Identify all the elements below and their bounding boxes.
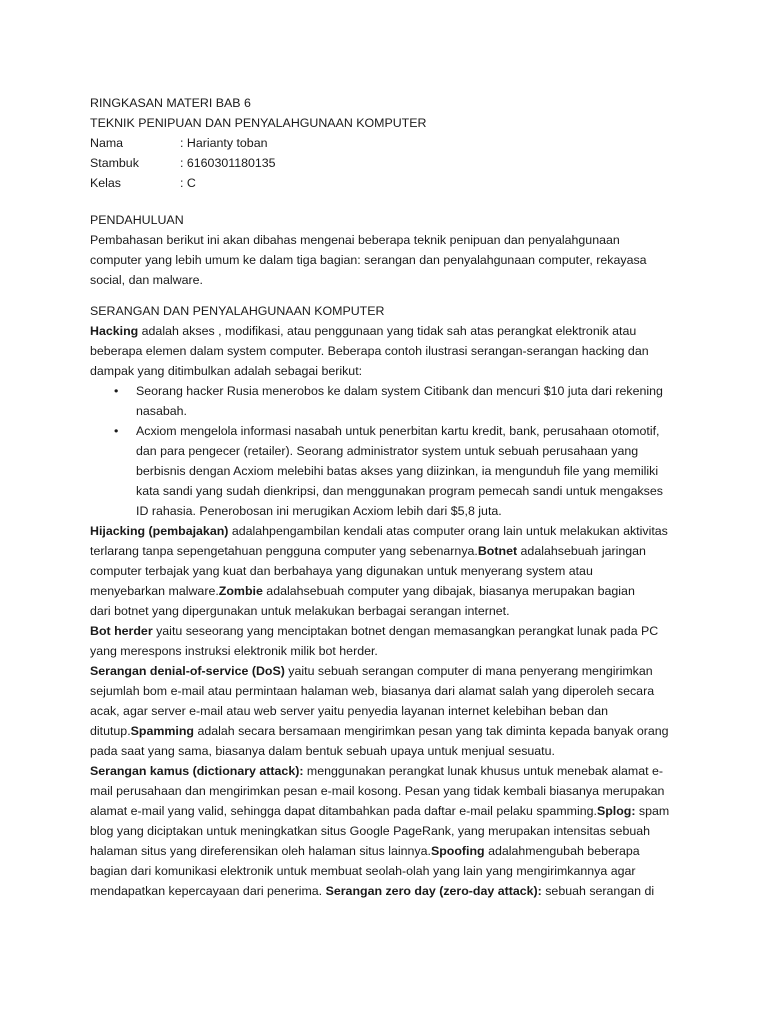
term-splog: Splog: [596, 804, 636, 818]
paragraph-line [90, 721, 682, 741]
term-botnet: Botnet [477, 544, 518, 558]
section-heading-intro: PENDAHULUAN [90, 213, 184, 227]
term-dos: Serangan denial-of-service (DoS) [90, 664, 285, 678]
term-spamming: Spamming [130, 724, 194, 738]
bullet-point: • [114, 384, 119, 398]
meta-value: : 6160301180135 [180, 156, 276, 170]
text-run: halaman situs yang direferensikan oleh halaman situs lainnya. [90, 844, 431, 858]
paragraph-line [90, 521, 682, 541]
bullet-line: nasabah. [136, 404, 187, 418]
paragraph-line: acak, agar server e-mail atau web server yaitu penyedia layanan internet kelebihan beban dan [90, 704, 608, 718]
bullet-line: berbisnis dengan Acxiom melebihi batas akses yang diizinkan, ia mengunduh file yang memiliki [136, 464, 659, 478]
meta-key: Stambuk [90, 156, 139, 170]
paragraph-line: dampak yang ditimbulkan adalah sebagai berikut: [90, 364, 363, 378]
text-run: adalahmengubah beberapa [484, 844, 640, 858]
meta-value: : C [180, 176, 196, 190]
term-bot-herder: Bot herder [90, 624, 153, 638]
bullet-line: ID rahasia. Penerobosan ini merugikan Acxiom lebih dari $5,8 juta. [136, 504, 502, 518]
meta-value: : Harianty toban [180, 136, 268, 150]
paragraph-line: blog yang diciptakan untuk meningkatkan situs Google PageRank, yang merupakan intensitas sebuah [90, 824, 651, 838]
paragraph-line: sejumlah bom e-mail atau permintaan halaman web, biasanya dari alamat salah yang diperoleh secara [90, 684, 655, 698]
document-title: RINGKASAN MATERI BAB 6 [90, 96, 251, 110]
paragraph-line: dari botnet yang dipergunakan untuk melakukan berbagai serangan internet. [90, 604, 510, 618]
term-hijacking: Hijacking (pembajakan) [90, 524, 229, 538]
intro-line: Pembahasan berikut ini akan dibahas mengenai beberapa teknik penipuan dan penyalahgunaan [90, 233, 620, 247]
term-dictionary-attack: Serangan kamus (dictionary attack): [90, 764, 304, 778]
paragraph-line [90, 801, 682, 821]
text-run: menyebarkan malware. [90, 584, 219, 598]
text-run: adalah secara bersamaan mengirimkan pesan yang tak diminta kepada banyak orang [194, 724, 669, 738]
text-run: yaitu sebuah serangan computer di mana penyerang mengirimkan [284, 664, 653, 678]
text-run: spam [635, 804, 670, 818]
section-heading-attacks: SERANGAN DAN PENYALAHGUNAAN KOMPUTER [90, 304, 385, 318]
paragraph-line: mail perusahaan dan mengirimkan pesan e-mail kosong. Pesan yang tidak kembali biasanya merupakan [90, 784, 665, 798]
text-run: menggunakan perangkat lunak khusus untuk menebak alamat e- [303, 764, 664, 778]
text-run: adalahpengambilan kendali atas computer orang lain untuk melakukan aktivitas [228, 524, 668, 538]
bullet-point: • [114, 424, 119, 438]
text-run: adalahsebuah jaringan [517, 544, 646, 558]
meta-row-nama [90, 133, 682, 153]
meta-row-stambuk [90, 153, 682, 173]
text-run: yaitu seseorang yang menciptakan botnet dengan memasangkan perangkat lunak pada PC [152, 624, 659, 638]
paragraph-line [90, 581, 682, 601]
paragraph-line [90, 661, 682, 681]
term-zero-day: Serangan zero day (zero-day attack): [325, 884, 542, 898]
paragraph-line: computer terbajak yang kuat dan berbahaya yang digunakan untuk menyerang system atau [90, 564, 593, 578]
paragraph-line [90, 541, 682, 561]
paragraph-line [90, 761, 682, 781]
bullet-line: Acxiom mengelola informasi nasabah untuk penerbitan kartu kredit, bank, perusahaan otomotif, [136, 424, 660, 438]
bullet-line: dan para pengecer (retailer). Seorang administrator system untuk sebuah perusahaan yang [136, 444, 639, 458]
text-run: ditutup. [90, 724, 131, 738]
document-subtitle: TEKNIK PENIPUAN DAN PENYALAHGUNAAN KOMPUTER [90, 116, 427, 130]
bullet-item [90, 421, 682, 521]
term-zombie: Zombie [218, 584, 263, 598]
meta-key: Nama [90, 136, 124, 150]
paragraph-line: pada saat yang sama, biasanya dalam bentuk sebuah upaya untuk menjual sesuatu. [90, 744, 555, 758]
text-run: terlarang tanpa sepengetahuan pengguna computer yang sebenarnya. [90, 544, 478, 558]
meta-row-kelas [90, 173, 682, 193]
intro-line: computer yang lebih umum ke dalam tiga bagian: serangan dan penyalahgunaan computer, rekayasa [90, 253, 647, 267]
paragraph-line: bagian dari komunikasi elektronik untuk membuat seolah-olah yang lain yang mengirimkannya agar [90, 864, 636, 878]
paragraph-line [90, 841, 682, 861]
bullet-line: Seorang hacker Rusia menerobos ke dalam system Citibank dan mencuri $10 juta dari rekening [136, 384, 663, 398]
term-hacking: Hacking [90, 324, 139, 338]
paragraph-line: beberapa elemen dalam system computer. Beberapa contoh ilustrasi serangan-serangan hacking dan [90, 344, 649, 358]
bullet-line: kata sandi yang sudah dienkripsi, dan menggunakan program pemecah sandi untuk mengakses [136, 484, 663, 498]
text-run: adalahsebuah computer yang dibajak, biasanya merupakan bagian [262, 584, 635, 598]
intro-line: social, dan malware. [90, 273, 203, 287]
text-run: adalah akses , modifikasi, atau penggunaan yang tidak sah atas perangkat elektronik atau [138, 324, 637, 338]
document-content [90, 93, 682, 901]
paragraph-line [90, 881, 682, 901]
meta-key: Kelas [90, 176, 121, 190]
text-run: mendapatkan kepercayaan dari penerima. [90, 884, 326, 898]
text-run: sebuah serangan di [541, 884, 655, 898]
paragraph-line [90, 621, 682, 641]
paragraph-line [90, 321, 682, 341]
bullet-item [90, 381, 682, 421]
term-spoofing: Spoofing [430, 844, 485, 858]
paragraph-line: yang merespons instruksi elektronik milik bot herder. [90, 644, 378, 658]
text-run: alamat e-mail yang valid, sehingga dapat ditambahkan pada daftar e-mail pelaku spamming. [90, 804, 597, 818]
